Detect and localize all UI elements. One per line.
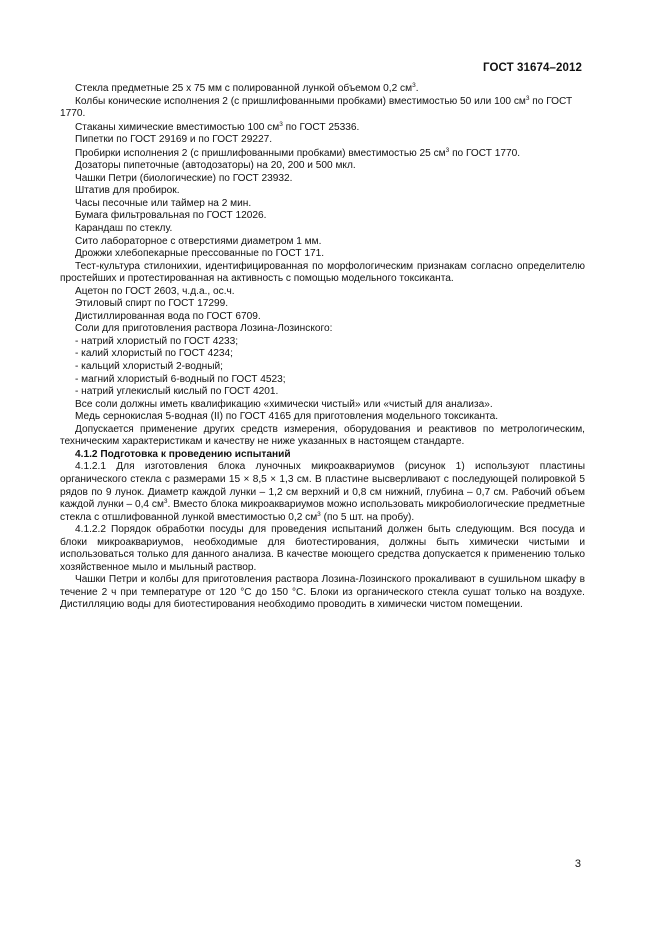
paragraph-4-1-2-1 <box>60 461 585 524</box>
text: Колбы конические исполнения 2 (с пришлифованными пробками) вместимостью 50 или 100 см <box>75 95 526 107</box>
superscript: 3 <box>525 94 530 102</box>
reagent-item-ethanol: Этиловый спирт по ГОСТ 17299. <box>75 298 229 310</box>
equipment-item-yeast: Дрожжи хлебопекарные прессованные по ГОСТ 171. <box>75 248 325 260</box>
salt-item-magnesium-chloride: - магний хлористый 6-водный по ГОСТ 4523; <box>75 373 286 385</box>
equipment-item-pencil: Карандаш по стеклу. <box>75 223 173 235</box>
equipment-item-dispensers: Дозаторы пипеточные (автодозаторы) на 20, 200 и 500 мкл. <box>75 160 356 172</box>
superscript: 3 <box>317 510 321 518</box>
text: . <box>415 83 419 94</box>
salt-item-sodium-bicarbonate: - натрий углекислый кислый по ГОСТ 4201. <box>75 386 279 398</box>
reagent-item-acetone: Ацетон по ГОСТ 2603, ч.д.а., ос.ч. <box>75 285 235 297</box>
text: по ГОСТ 1770. <box>449 147 521 159</box>
text: 4.1.2.1 Для изготовления блока луночных микроаквариумов (рисунок 1) используют пластины органического стекла с размерами 15 × 8,5 × 1,3 см. В пластине высверливают с последующей полировкой 5 рядов по 9 лунок. Диаметр каждой лунки – 1,2 см верхний и 0,8 см нижний, глубина – 0,7 см. Рабочий объем каждой лунки – 0,4 см <box>60 461 585 511</box>
text: Стаканы химические вместимостью 100 см <box>75 121 280 133</box>
salt-item-sodium-chloride: - натрий хлористый по ГОСТ 4233; <box>75 335 239 347</box>
reagent-item-water: Дистиллированная вода по ГОСТ 6709. <box>75 310 261 322</box>
equipment-item-filter-paper: Бумага фильтровальная по ГОСТ 12026. <box>75 210 267 222</box>
superscript: 3 <box>412 82 416 89</box>
superscript: 3 <box>279 120 283 128</box>
text: по ГОСТ 25336. <box>282 121 360 133</box>
equipment-item-timer: Часы песочные или таймер на 2 мин. <box>75 197 252 209</box>
equipment-item-sieve: Сито лабораторное с отверстиями диаметром 1 мм. <box>75 235 322 247</box>
equipment-item-slides <box>60 83 585 96</box>
document-header-standard-id: ГОСТ 31674–2012 <box>482 62 582 74</box>
paragraph-4-1-2-2: 4.1.2.2 Порядок обработки посуды для проведения испытаний должен быть следующим. Вся посуда и блоки микроаквариумов, необходимые для биотестирования, должны быть химически чистыми и использоваться только для данного анализа. В качестве моющего средства допускается к применению только хозяйственное мыло и мыльный раствор. <box>60 524 585 573</box>
superscript: 3 <box>445 146 450 154</box>
equipment-item-test-culture: Тест-культура стилонихии, идентифицированная по морфологическим признакам согласно определителю простейших и протестированная на активность с помощью модельного токсиканта. <box>60 260 585 285</box>
paragraph-dish-drying: Чашки Петри и колбы для приготовления раствора Лозина-Лозинского прокаливают в сушильном шкафу в течение 2 ч при температуре от 120 °С до 150 °С. Блоки из органического стекла сушат только на воздухе. Дистилляцию воды для биотестирования необходимо проводить в химически чистом помещении. <box>60 574 585 611</box>
page-number: 3 <box>574 858 581 870</box>
equipment-item-rack: Штатив для пробирок. <box>75 185 180 197</box>
reagent-item-copper-sulfate: Медь сернокислая 5-водная (II) по ГОСТ 4165 для приготовления модельного токсиканта. <box>75 411 499 423</box>
equipment-item-test-tubes <box>60 148 585 161</box>
equipment-item-beakers <box>60 122 585 135</box>
salts-qualification-note: Все соли должны иметь квалификацию «химически чистый» или «чистый для анализа». <box>75 398 493 410</box>
salt-item-potassium-chloride: - калий хлористый по ГОСТ 4234; <box>75 348 233 360</box>
superscript: 3 <box>163 498 168 506</box>
text: (по 5 шт. на пробу). <box>320 511 415 523</box>
equipment-item-pipettes: Пипетки по ГОСТ 29169 и по ГОСТ 29227. <box>75 134 273 146</box>
text: Пробирки исполнения 2 (с пришлифованными пробками) вместимостью 25 см <box>75 147 446 159</box>
substitution-note: Допускается применение других средств измерения, оборудования и реактивов по метрологическим, техническим характеристикам и качеству не ниже указанных в настоящем стандарте. <box>60 423 585 448</box>
document-body <box>60 83 585 612</box>
equipment-item-flasks <box>60 96 585 121</box>
section-heading-4-1-2: 4.1.2 Подготовка к проведению испытаний <box>75 448 291 460</box>
equipment-item-petri-dishes: Чашки Петри (биологические) по ГОСТ 23932. <box>75 172 293 184</box>
text: Стекла предметные 25 х 75 мм с полированной лункой объемом 0,2 см <box>75 83 413 94</box>
salt-item-calcium-chloride: - кальций хлористый 2-водный; <box>75 361 223 373</box>
text: . Вместо блока микроаквариумов можно использовать микробиологические предметные стекла с отшлифованной лункой вместимостью 0,2 см <box>60 499 585 523</box>
text: по ГОСТ 1770. <box>60 95 573 120</box>
reagent-item-salts-heading: Соли для приготовления раствора Лозина-Лозинского: <box>75 323 333 335</box>
